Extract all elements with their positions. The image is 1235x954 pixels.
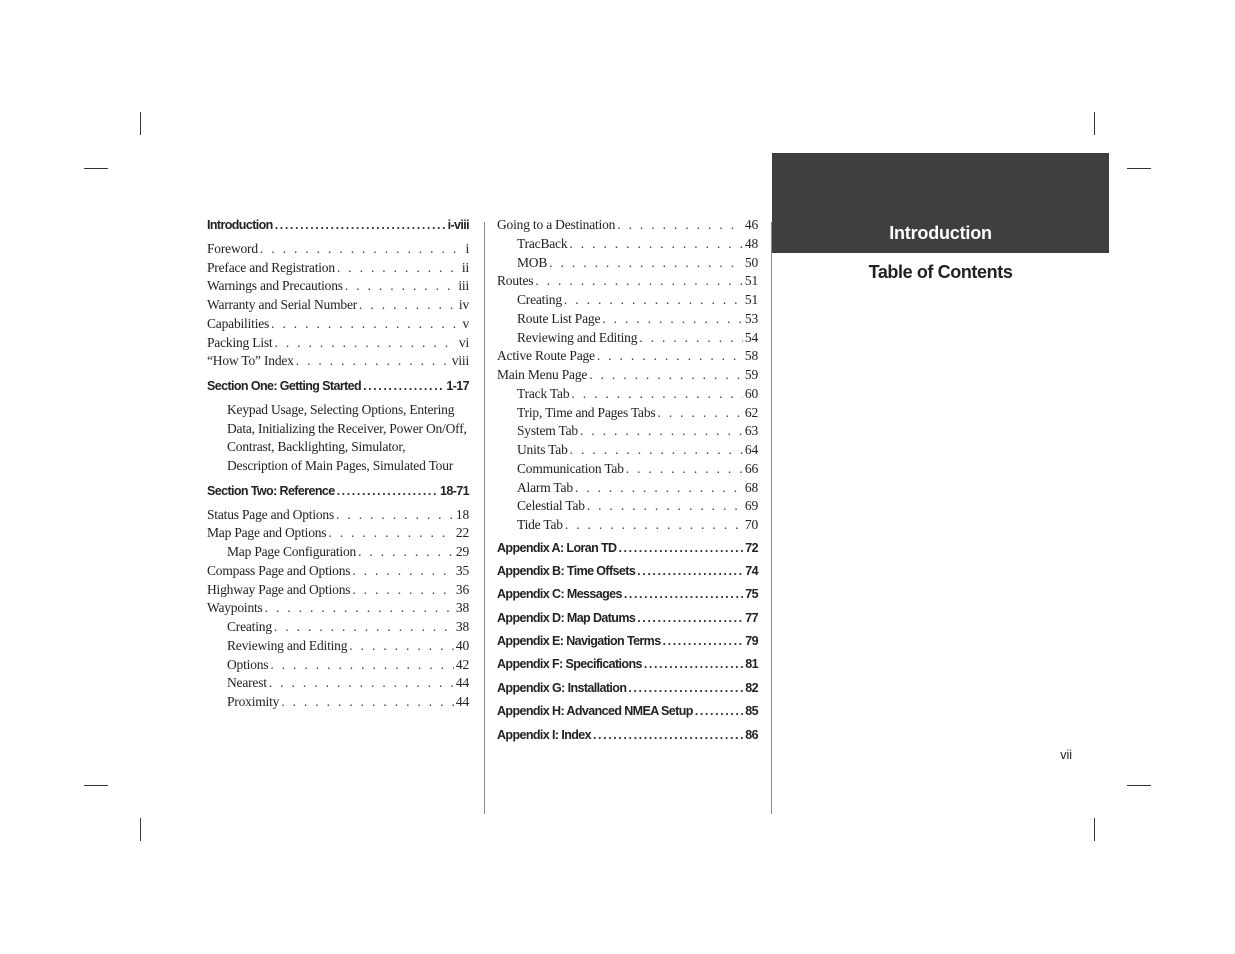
toc-page-number: 22 — [455, 525, 469, 541]
toc-entry[interactable] — [207, 524, 469, 543]
toc-page-number: 50 — [744, 254, 758, 270]
toc-entry[interactable] — [497, 516, 758, 535]
toc-entry[interactable] — [497, 497, 758, 516]
toc-page-number: 62 — [744, 404, 758, 420]
toc-entry-label: Routes — [497, 273, 534, 289]
dot-leader — [564, 291, 743, 310]
toc-entry-label: Map Page Configuration — [227, 544, 357, 559]
dot-leader — [618, 539, 743, 558]
toc-entry-label: MOB — [517, 254, 548, 270]
toc-entry-label: Reviewing and Editing — [227, 637, 348, 653]
toc-page-number: i-viii — [447, 218, 469, 232]
dot-leader — [363, 377, 444, 396]
toc-page-number: 36 — [455, 581, 469, 597]
toc-heading-label: Introduction — [207, 218, 273, 232]
toc-entry[interactable] — [207, 352, 469, 371]
toc-page-number: 46 — [744, 217, 758, 232]
toc-entry-label: TracBack — [517, 235, 568, 251]
toc-entry[interactable] — [207, 637, 469, 656]
toc-page-number: 85 — [745, 704, 758, 719]
toc-entry-label: Compass Page and Options — [207, 562, 351, 578]
toc-column-left — [207, 216, 469, 712]
toc-entry-label: Nearest — [227, 675, 267, 691]
toc-page-number: 66 — [744, 460, 758, 476]
toc-entry-label: Appendix B: Time Offsets — [497, 564, 636, 579]
dot-leader — [274, 334, 456, 353]
toc-page-number: 79 — [745, 634, 758, 649]
dot-leader — [695, 702, 744, 721]
dot-leader — [349, 637, 454, 656]
toc-page-number: 58 — [744, 348, 758, 364]
toc-page-number: 72 — [745, 540, 758, 555]
toc-page-number: 54 — [744, 329, 758, 345]
toc-heading-introduction[interactable] — [207, 216, 469, 235]
toc-entry[interactable] — [207, 334, 469, 353]
toc-entry-label: Trip, Time and Pages Tabs — [517, 404, 656, 420]
dot-leader — [637, 562, 743, 581]
toc-entry[interactable] — [497, 479, 758, 498]
toc-page-number: 38 — [455, 619, 469, 634]
toc-entry-label: Appendix E: Navigation Terms — [497, 634, 661, 649]
toc-page-number: 48 — [744, 235, 758, 251]
toc-appendix-entry[interactable] — [497, 632, 758, 651]
toc-page-number: vi — [458, 334, 469, 350]
toc-page-number: ii — [461, 259, 469, 275]
toc-entry[interactable] — [207, 581, 469, 600]
toc-page-number: viii — [451, 353, 469, 369]
toc-entry[interactable] — [207, 599, 469, 618]
toc-entry-label: Reviewing and Editing — [517, 329, 638, 345]
toc-entry-label: Options — [227, 656, 269, 672]
toc-entry-label: Celestial Tab — [517, 498, 585, 514]
toc-entry-label: Packing List — [207, 334, 273, 350]
toc-entry[interactable] — [207, 296, 469, 315]
toc-entry-label: Main Menu Page — [497, 367, 588, 382]
toc-page-number: 35 — [455, 562, 469, 578]
toc-page-number: 64 — [744, 442, 758, 457]
dot-leader — [535, 272, 743, 291]
toc-appendix-entry[interactable] — [497, 726, 758, 745]
toc-entry[interactable] — [207, 618, 469, 637]
dot-leader — [275, 216, 446, 235]
toc-entry-label: Units Tab — [517, 442, 568, 457]
crop-mark — [84, 168, 108, 169]
toc-entry-label: Appendix D: Map Datums — [497, 610, 636, 625]
toc-entry-label: Communication Tab — [517, 460, 624, 476]
column-divider — [771, 222, 772, 814]
crop-mark — [140, 112, 141, 135]
dot-leader — [624, 585, 743, 604]
section-banner — [772, 153, 1109, 253]
dot-leader — [639, 329, 743, 348]
toc-entry[interactable] — [497, 404, 758, 423]
toc-entry-label: “How To” Index — [207, 353, 294, 369]
crop-mark — [84, 785, 108, 786]
toc-page-number: 40 — [455, 637, 469, 653]
toc-page-number: 70 — [744, 517, 758, 532]
toc-entry[interactable] — [497, 254, 758, 273]
toc-entry-label: Highway Page and Options — [207, 581, 351, 597]
crop-mark — [1094, 112, 1095, 135]
toc-page-number: iv — [458, 297, 469, 312]
toc-entry-label: Appendix G: Installation — [497, 680, 627, 695]
dot-leader — [265, 599, 454, 618]
toc-entry[interactable] — [207, 506, 469, 525]
toc-page-number: 18 — [455, 506, 469, 522]
toc-entry-label: Status Page and Options — [207, 506, 335, 522]
crop-mark — [1094, 818, 1095, 841]
toc-entry[interactable] — [497, 291, 758, 310]
toc-appendix-entry[interactable] — [497, 562, 758, 581]
toc-page-number: 82 — [745, 680, 758, 695]
toc-entry-label: Route List Page — [517, 310, 601, 326]
crop-mark — [140, 818, 141, 841]
toc-entry-label: Going to a Destination — [497, 217, 616, 232]
toc-page-number: 81 — [745, 657, 758, 672]
toc-column-middle — [497, 216, 758, 744]
dot-leader — [587, 497, 743, 516]
toc-page-number: 51 — [744, 292, 758, 307]
toc-page-number: 42 — [455, 656, 469, 672]
column-divider — [484, 222, 485, 814]
toc-page-number: 68 — [744, 479, 758, 495]
toc-page-number: 60 — [744, 385, 758, 401]
toc-entry[interactable] — [207, 277, 469, 296]
toc-page-number: 1-17 — [446, 379, 469, 393]
toc-entry-label: Warnings and Precautions — [207, 278, 343, 294]
toc-entry[interactable] — [497, 272, 758, 291]
toc-entry[interactable] — [207, 240, 469, 259]
toc-entry[interactable] — [207, 693, 469, 712]
toc-intro-list — [207, 240, 469, 371]
dot-leader — [663, 632, 744, 651]
dot-leader — [575, 479, 743, 498]
dot-leader — [271, 315, 460, 334]
crop-mark — [1127, 168, 1151, 169]
dot-leader — [637, 609, 743, 628]
toc-page-number: 44 — [455, 675, 469, 691]
toc-entry-label: System Tab — [517, 423, 578, 439]
toc-page-number: 51 — [744, 273, 758, 289]
section-one-description: Keypad Usage, Selecting Options, Entering Data, Initializing the Receiver, Power On/Off, Contrast, Backlighting, Simulator, Description of Main Pages, Simulated Tour — [227, 401, 467, 473]
toc-page-number: 38 — [455, 600, 469, 616]
dot-leader — [644, 655, 743, 674]
toc-reference-list — [497, 216, 758, 535]
toc-page-number: 53 — [744, 310, 758, 326]
toc-heading-label: Section Two: Reference — [207, 483, 335, 498]
toc-entry[interactable] — [207, 259, 469, 278]
dot-leader — [657, 404, 742, 423]
toc-page-number: 44 — [455, 694, 469, 709]
dot-leader — [602, 310, 743, 329]
crop-mark — [1127, 785, 1151, 786]
toc-heading-section-two[interactable] — [207, 482, 469, 501]
toc-entry[interactable] — [497, 385, 758, 404]
dot-leader — [569, 235, 743, 254]
toc-page-number: v — [462, 315, 469, 331]
toc-entry[interactable] — [497, 441, 758, 460]
dot-leader — [281, 693, 454, 712]
toc-page-number: 29 — [455, 544, 469, 559]
toc-entry-label: Appendix F: Specifications — [497, 657, 642, 672]
dot-leader — [359, 296, 457, 315]
dot-leader — [337, 482, 438, 501]
page-title: Table of Contents — [868, 262, 1013, 282]
dot-leader — [589, 366, 743, 385]
toc-appendix-list — [497, 539, 758, 745]
dot-leader — [336, 506, 454, 525]
toc-entry[interactable] — [207, 562, 469, 581]
toc-entry[interactable] — [497, 422, 758, 441]
toc-entry[interactable] — [207, 315, 469, 334]
toc-entry[interactable] — [207, 656, 469, 675]
dot-leader — [571, 385, 743, 404]
dot-leader — [296, 352, 450, 371]
toc-page-number: 69 — [744, 498, 758, 514]
toc-page-number: 77 — [745, 610, 758, 625]
toc-page-number: iii — [458, 278, 469, 294]
toc-page-number: 74 — [745, 564, 758, 579]
toc-page-number: i — [465, 240, 469, 256]
toc-page-number: 63 — [744, 423, 758, 439]
toc-entry[interactable] — [497, 347, 758, 366]
toc-heading-section-one[interactable] — [207, 377, 469, 396]
banner-title: Introduction — [889, 223, 992, 243]
toc-heading-label: Section One: Getting Started — [207, 379, 362, 393]
dot-leader — [358, 543, 454, 562]
toc-entry-label: Appendix C: Messages — [497, 587, 622, 602]
dot-leader — [328, 524, 454, 543]
toc-entry-label: Waypoints — [207, 600, 263, 616]
toc-entry-label: Capabilities — [207, 315, 270, 331]
toc-entry-label: Alarm Tab — [517, 479, 573, 495]
toc-entry-label: Appendix A: Loran TD — [497, 540, 617, 555]
toc-entry-label: Creating — [227, 619, 272, 634]
toc-entry-label: Map Page and Options — [207, 525, 327, 541]
dot-leader — [593, 726, 743, 745]
dot-leader — [352, 562, 454, 581]
toc-entry-label: Proximity — [227, 694, 280, 709]
toc-entry[interactable] — [497, 366, 758, 385]
dot-leader — [337, 259, 460, 278]
toc-entry-label: Foreword — [207, 240, 258, 256]
toc-entry-label: Appendix I: Index — [497, 727, 591, 742]
toc-appendix-entry[interactable] — [497, 679, 758, 698]
dot-leader — [597, 347, 743, 366]
dot-leader — [565, 516, 743, 535]
dot-leader — [270, 656, 454, 675]
dot-leader — [617, 216, 743, 235]
toc-appendix-entry[interactable] — [497, 539, 758, 558]
dot-leader — [580, 422, 743, 441]
toc-page-number: 18-71 — [440, 483, 469, 498]
dot-leader — [626, 460, 743, 479]
toc-entry[interactable] — [497, 235, 758, 254]
dot-leader — [352, 581, 454, 600]
dot-leader — [628, 679, 743, 698]
toc-page-number: 59 — [744, 367, 758, 382]
dot-leader — [570, 441, 743, 460]
toc-appendix-entry[interactable] — [497, 609, 758, 628]
toc-entry-label: Appendix H: Advanced NMEA Setup — [497, 704, 693, 719]
toc-reference-list — [207, 506, 469, 712]
toc-entry[interactable] — [497, 460, 758, 479]
dot-leader — [274, 618, 454, 637]
toc-appendix-entry[interactable] — [497, 585, 758, 604]
toc-entry-label: Creating — [517, 292, 562, 307]
toc-entry-label: Track Tab — [517, 385, 570, 401]
toc-appendix-entry[interactable] — [497, 702, 758, 721]
toc-appendix-entry[interactable] — [497, 655, 758, 674]
toc-entry[interactable] — [497, 310, 758, 329]
page-number: vii — [1060, 748, 1072, 762]
toc-page-number: 86 — [745, 727, 758, 742]
toc-entry-label: Preface and Registration — [207, 259, 335, 275]
toc-entry[interactable] — [497, 329, 758, 348]
toc-entry[interactable] — [207, 543, 469, 562]
toc-entry-label: Warranty and Serial Number — [207, 297, 358, 312]
toc-entry-label: Active Route Page — [497, 348, 595, 364]
dot-leader — [549, 254, 743, 273]
toc-entry-label: Tide Tab — [517, 517, 563, 532]
toc-entry[interactable] — [207, 674, 469, 693]
toc-page-number: 75 — [745, 587, 758, 602]
dot-leader — [260, 240, 464, 259]
toc-entry[interactable] — [497, 216, 758, 235]
dot-leader — [269, 674, 454, 693]
dot-leader — [345, 277, 457, 296]
